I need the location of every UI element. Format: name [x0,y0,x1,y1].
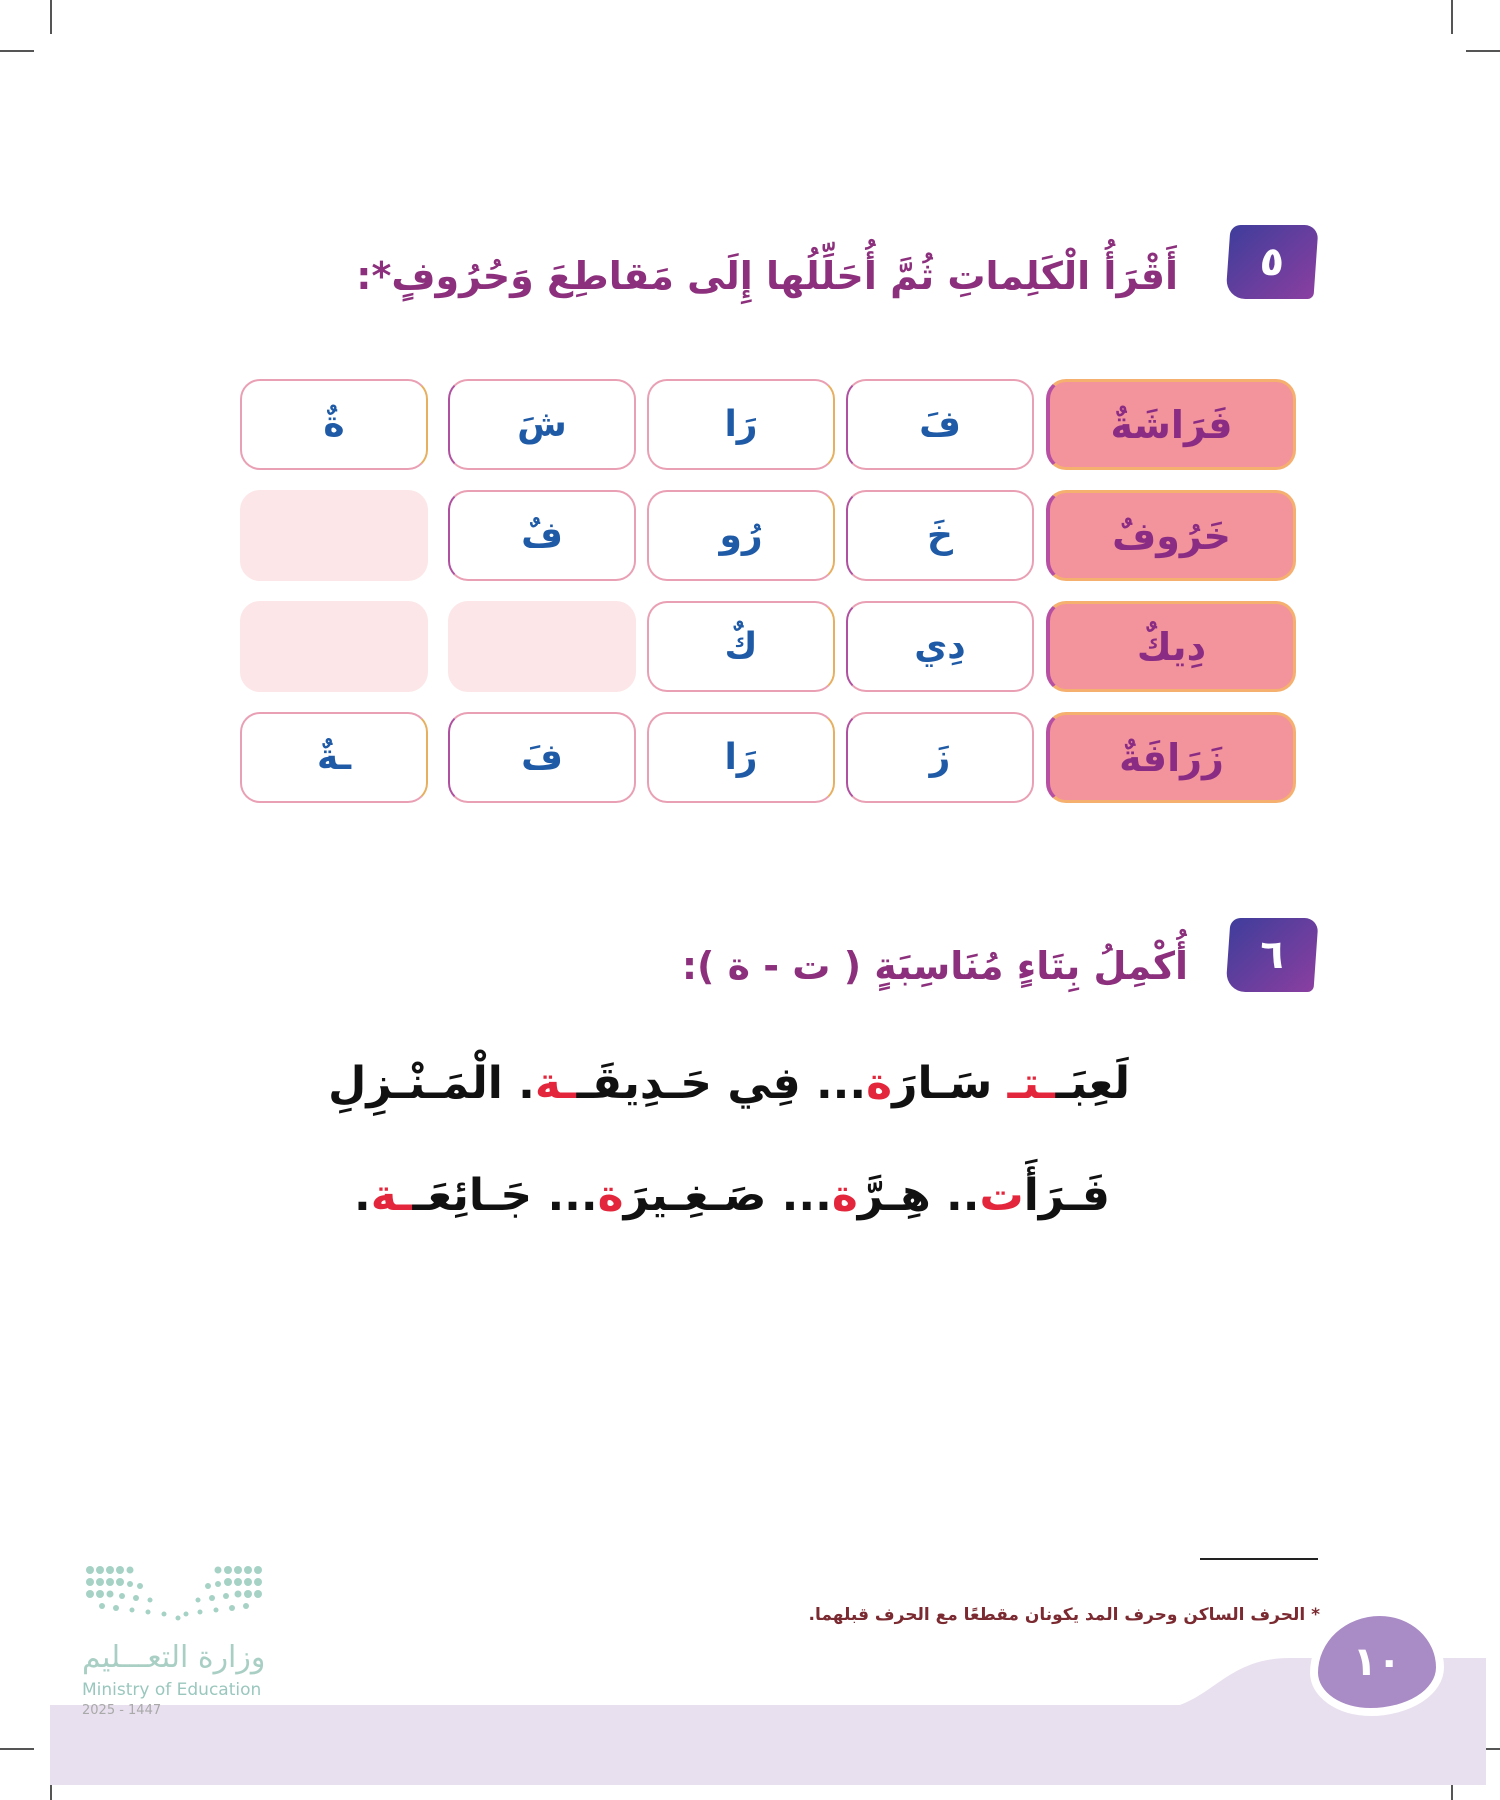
ministry-logo-icon [82,1560,268,1630]
sentence-text: . الْمَـنْـزِلِ [328,1058,535,1109]
syllable-cell: فَ [846,379,1034,470]
exercise-6-number: ٦ [1258,932,1286,978]
word-cell: فَرَاشَةٌ [1046,379,1296,470]
crop-mark [0,1748,34,1750]
word-cell: دِيكٌ [1046,601,1296,692]
crop-mark [1466,50,1500,52]
footnote-rule [1200,1558,1318,1560]
empty-answer-cell[interactable] [448,601,636,692]
word-cell: زَرَافَةٌ [1046,712,1296,803]
sentence-text: سَـارَ [892,1058,1008,1109]
sentence-text: ... فِي حَـدِيقَـ [576,1058,867,1109]
page-number: ١٠ [1352,1639,1402,1685]
sentence-text: .. هِـرَّ [857,1170,980,1221]
answer-letter[interactable]: ـة [534,1058,577,1109]
exercise-5-number: ٥ [1258,239,1286,285]
syllable-cell: كٌ [647,601,835,692]
answer-letter[interactable]: ـتـ [1007,1058,1056,1109]
crop-mark [50,0,52,34]
crop-mark [1451,0,1453,34]
empty-answer-cell[interactable] [240,601,428,692]
ministry-name-arabic: وزارة التعـــليم [82,1640,266,1675]
syllable-cell: رُو [647,490,835,581]
syllable-cell: شَ [448,379,636,470]
sentence-2 [354,1170,1110,1221]
exercise-6-title: أُكْمِلُ بِتَاءٍ مُنَاسِبَةٍ ( ت - ة ): [681,944,1188,988]
page-number-badge [1310,1608,1444,1716]
syllable-cell: ةٌ [240,379,428,470]
bottom-band [50,1705,1486,1785]
answer-letter[interactable]: ـة [370,1170,413,1221]
syllable-cell: فٌ [448,490,636,581]
sentence-text: . [354,1170,371,1221]
exercise-5-title: أَقْرَأُ الْكَلِماتِ ثُمَّ أُحَلِّلُها إِلَى مَقاطِعَ وَحُرُوفٍ*: [356,254,1178,298]
edition-year: 2025 - 1447 [82,1703,162,1718]
syllable-cell: دِي [846,601,1034,692]
sentence-text: ... جَـائِعَـ [412,1170,598,1221]
syllable-cell: ـةٌ [240,712,428,803]
exercise-6-badge [1225,918,1318,992]
crop-mark [0,50,34,52]
sentence-text: فَـرَأَ [1023,1170,1110,1221]
sentence-1 [328,1058,1130,1109]
answer-letter[interactable]: ة [866,1058,893,1109]
empty-answer-cell[interactable] [240,490,428,581]
answer-letter[interactable]: ة [831,1170,858,1221]
exercise-5-badge [1225,225,1318,299]
syllable-cell: فَ [448,712,636,803]
syllable-cell: زَ [846,712,1034,803]
footnote: * الحرف الساكن وحرف المد يكونان مقطعًا مع الحرف قبلهما. [808,1605,1320,1625]
word-cell: خَرُوفٌ [1046,490,1296,581]
syllable-cell: رَا [647,379,835,470]
sentence-text: ... صَـغِـيرَ [623,1170,832,1221]
answer-letter[interactable]: ة [597,1170,624,1221]
sentence-text: لَعِبَـ [1055,1058,1130,1109]
answer-letter[interactable]: ت [979,1170,1024,1221]
ministry-name-english: Ministry of Education [82,1680,262,1700]
syllable-cell: خَ [846,490,1034,581]
syllable-cell: رَا [647,712,835,803]
